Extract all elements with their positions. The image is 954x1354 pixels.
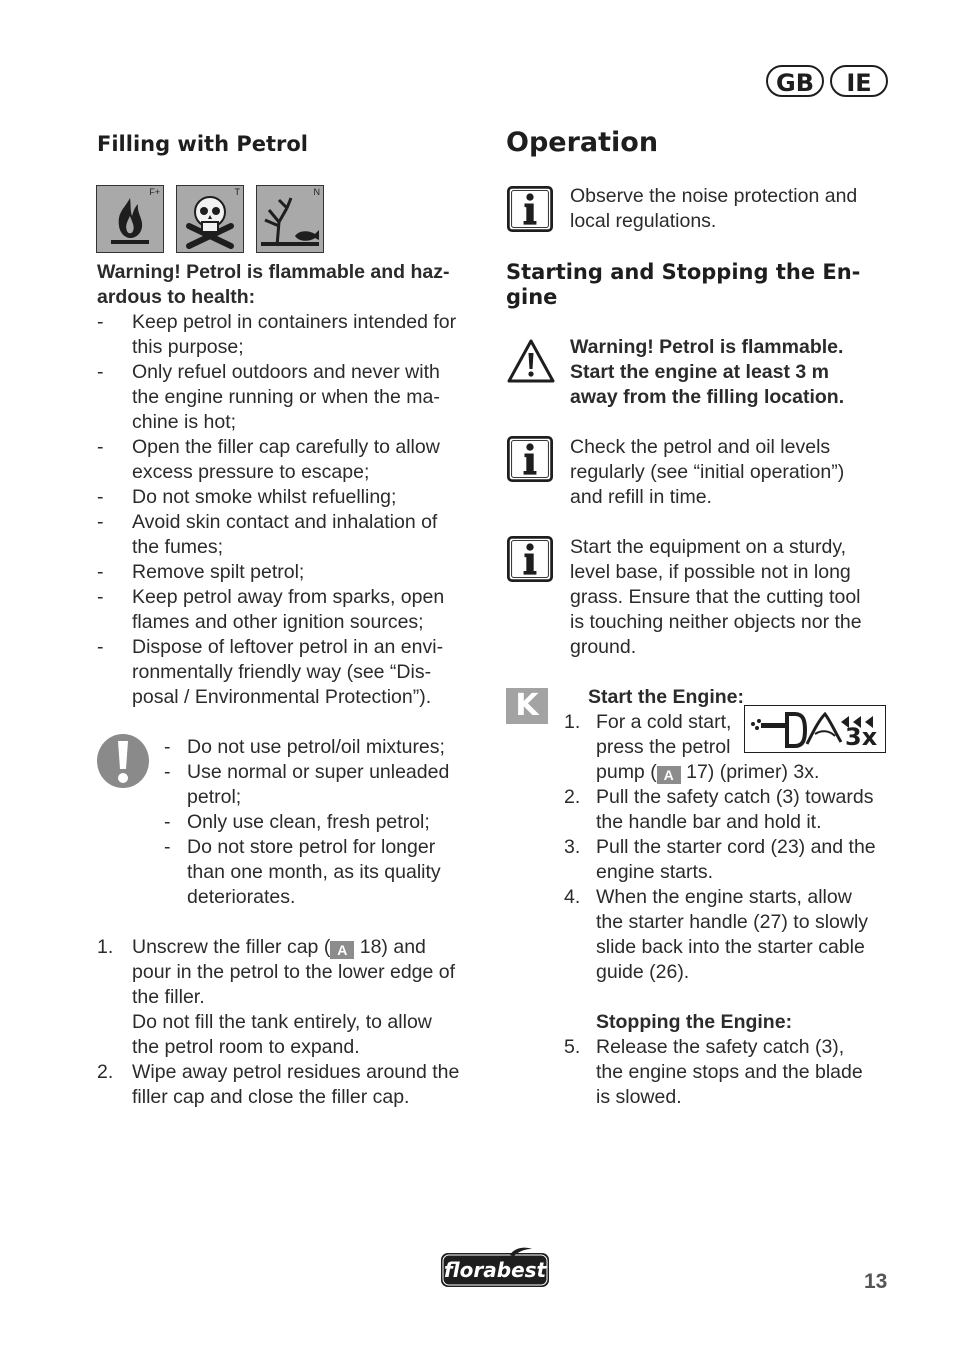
info-icon xyxy=(507,536,553,582)
list-item: - Keep petrol in containers intended for this purpose; xyxy=(97,311,457,358)
florabest-logo xyxy=(440,1246,550,1288)
primer-pump-pictogram xyxy=(744,705,886,753)
list-item: - Avoid skin contact and inhalation of the fumes; xyxy=(97,511,438,558)
start-stop-subtitle: Starting and Stopping the En- gine xyxy=(506,260,861,309)
stop-steps xyxy=(564,1035,894,1110)
list-item: 1. For a cold start, press the petrol pump ( A 17) (primer) 3x. xyxy=(564,711,820,783)
stop-engine-title: Stopping the Engine: xyxy=(596,1011,793,1033)
list-item: - Do not smoke whilst refuelling; xyxy=(97,486,397,508)
environment-hazard-icon xyxy=(256,185,324,253)
figure-ref-a: A xyxy=(330,941,354,959)
list-item: 5. Release the safety catch (3), the engine stops and the blade is slowed. xyxy=(564,1036,863,1108)
list-item: 3. Pull the starter cord (23) and the engine starts. xyxy=(564,836,876,883)
list-item: - Use normal or super unleaded petrol; xyxy=(164,761,450,808)
filling-bullet-list xyxy=(97,310,482,710)
list-item: - Dispose of leftover petrol in an envi- ronmentally friendly way (see “Dis- posal / Environmental Protection”). xyxy=(97,636,444,708)
list-item: 4. When the engine starts, allow the starter handle (27) to slowly slide back into the starter cable guide (26). xyxy=(564,886,869,983)
figure-ref-a: A xyxy=(657,766,681,784)
info-icon xyxy=(507,186,553,232)
lang-badge-ie: IE xyxy=(830,65,888,97)
hazard-code-t: T xyxy=(234,187,240,197)
filling-title: Filling with Petrol xyxy=(97,132,308,156)
list-item: 2. Wipe away petrol residues around the filler cap and close the filler cap. xyxy=(97,1061,460,1108)
exclamation-notice-icon xyxy=(96,733,150,789)
list-item: - Open the filler cap carefully to allow excess pressure to escape; xyxy=(97,436,440,483)
hazard-code-fplus: F+ xyxy=(149,187,160,197)
list-item: - Only use clean, fresh petrol; xyxy=(164,811,430,833)
levels-info-text: Check the petrol and oil levels regularly (see “initial operation”) and refill in time. xyxy=(570,436,845,508)
warning-triangle-icon xyxy=(507,338,555,384)
operation-title: Operation xyxy=(506,127,659,158)
filling-steps xyxy=(97,935,482,1110)
list-item: - Keep petrol away from sparks, open flames and other ignition sources; xyxy=(97,586,445,633)
lang-badge-gb: GB xyxy=(766,65,824,97)
base-info-text: Start the equipment on a sturdy, level base, if possible not in long grass. Ensure that the cutting tool is touching neither objects nor the ground. xyxy=(570,536,862,658)
notice-bullet-list xyxy=(164,735,484,910)
list-item: - Do not use petrol/oil mixtures; xyxy=(164,736,445,758)
toxic-skull-icon xyxy=(176,185,244,253)
flammable-warning-text: Warning! Petrol is flammable. Start the engine at least 3 m away from the filling location. xyxy=(570,336,845,408)
warning-line: ardous to health: xyxy=(97,286,256,308)
primer-count-label: 3x xyxy=(845,723,878,751)
list-item: - Remove spilt petrol; xyxy=(97,561,305,583)
list-item: 2. Pull the safety catch (3) towards the handle bar and hold it. xyxy=(564,786,874,833)
start-engine-title: Start the Engine: xyxy=(588,686,745,708)
filling-warning xyxy=(97,260,477,310)
list-item: 1. Unscrew the filler cap ( A 18) and pour in the petrol to the lower edge of the filler. Do not fill the tank entirely, to allow the petrol room to expand. xyxy=(97,936,456,1058)
list-item: - Only refuel outdoors and never with the engine running or when the ma- chine is hot; xyxy=(97,361,440,433)
noise-info-text: Observe the noise protection and local regulations. xyxy=(570,185,858,232)
logo-wordmark: florabest xyxy=(443,1258,547,1282)
warning-line: Warning! Petrol is flammable and haz- xyxy=(97,261,450,283)
hazard-code-n: N xyxy=(313,187,320,197)
page-number: 13 xyxy=(864,1270,888,1293)
figure-k-badge: K xyxy=(506,688,548,724)
info-icon xyxy=(507,436,553,482)
flammable-hazard-icon xyxy=(96,185,164,253)
list-item: - Do not store petrol for longer than one month, as its quality deteriorates. xyxy=(164,836,441,908)
